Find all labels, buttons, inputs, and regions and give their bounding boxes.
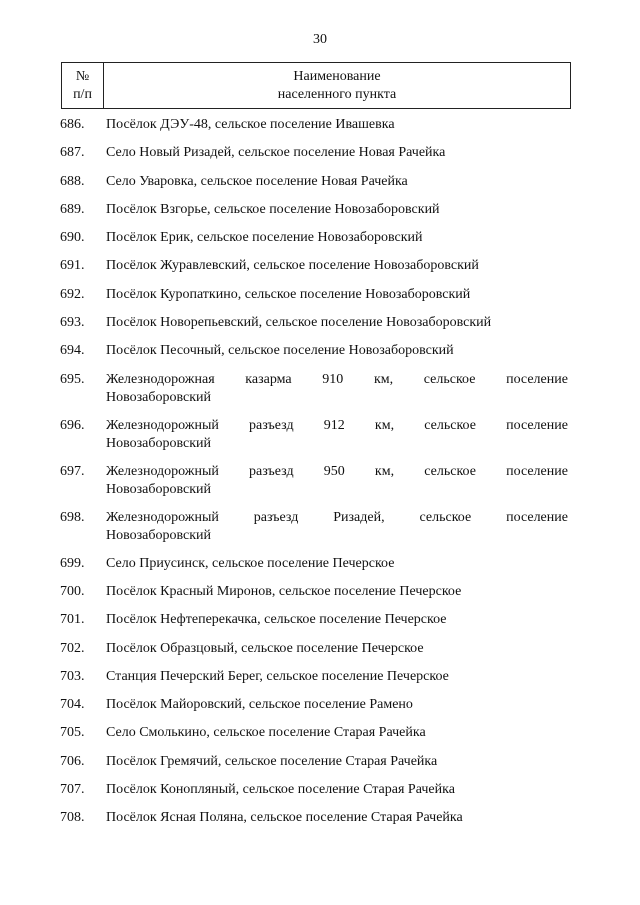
row-number: 705. — [60, 725, 85, 741]
settlement-name: Село Смолькино, сельское поселение Старая Рачейка — [106, 725, 426, 741]
row-number: 694. — [60, 343, 85, 359]
row-number: 702. — [60, 640, 85, 656]
row-number: 691. — [60, 258, 85, 274]
page-number: 30 — [313, 32, 327, 47]
settlement-word: поселение — [506, 509, 568, 525]
settlement-word: км, — [373, 371, 394, 387]
settlement-word: поселение — [506, 463, 568, 479]
settlement-word: разъезд — [249, 463, 294, 479]
row-number: 699. — [60, 555, 85, 571]
settlement-word: км, — [374, 417, 395, 433]
header-name-line2: населенного пункта — [277, 86, 397, 102]
table-row — [0, 223, 640, 251]
settlement-word: поселение — [506, 417, 568, 433]
settlement-name: Посёлок ДЭУ-48, сельское поселение Ивашевка — [106, 117, 395, 132]
table-row — [0, 577, 640, 605]
settlement-word: 950 — [323, 463, 345, 479]
settlement-word: Железнодорожный — [106, 463, 219, 479]
row-number: 687. — [60, 145, 85, 161]
table-row — [0, 503, 640, 549]
settlement-name-line1 — [106, 371, 568, 389]
settlement-name-line1 — [106, 463, 568, 481]
row-number: 688. — [60, 173, 85, 189]
table-row — [0, 605, 640, 633]
settlement-word: сельское — [419, 509, 472, 525]
row-number: 703. — [60, 668, 85, 684]
row-number: 690. — [60, 230, 85, 246]
table-row — [0, 251, 640, 279]
table-row — [0, 457, 640, 503]
settlement-name: Посёлок Майоровский, сельское поселение Рамено — [106, 697, 413, 713]
header-name-line1: Наименование — [293, 68, 381, 84]
settlement-word: Железнодорожный — [106, 509, 219, 525]
settlement-name: Село Приусинск, сельское поселение Печерское — [106, 555, 395, 571]
row-number: 707. — [60, 782, 85, 798]
settlement-name — [106, 417, 568, 453]
table-row — [0, 308, 640, 336]
table-row — [0, 775, 640, 803]
header-name-column — [104, 63, 570, 108]
settlement-name: Посёлок Ерик, сельское поселение Новозаборовский — [106, 230, 423, 246]
row-number: 693. — [60, 315, 85, 331]
settlement-name: Посёлок Новорепьевский, сельское поселение Новозаборовский — [106, 315, 492, 331]
settlement-word: Железнодорожная — [106, 371, 215, 387]
table-row — [0, 718, 640, 746]
settlement-name — [106, 509, 568, 545]
table-row — [0, 549, 640, 577]
table-row — [0, 195, 640, 223]
row-number: 700. — [60, 583, 85, 599]
settlement-word: Железнодорожный — [106, 417, 219, 433]
table-row — [0, 138, 640, 166]
table-row — [0, 280, 640, 308]
settlement-word: сельское — [424, 417, 476, 433]
row-number: 686. — [60, 117, 85, 132]
settlement-name-line2: Новозаборовский — [106, 389, 212, 405]
settlement-name-line2: Новозаборовский — [106, 481, 212, 497]
row-number: 695. — [60, 371, 85, 387]
settlement-name: Посёлок Нефтеперекачка, сельское поселение Печерское — [106, 612, 447, 628]
settlement-name: Станция Печерский Берег, сельское поселение Печерское — [106, 668, 449, 684]
row-number: 689. — [60, 201, 85, 217]
settlement-word: сельское — [423, 371, 476, 387]
settlement-name: Посёлок Песочный, сельское поселение Новозаборовский — [106, 343, 454, 359]
settlement-name-line2: Новозаборовский — [106, 527, 212, 543]
settlement-word: казарма — [245, 371, 292, 387]
row-number: 708. — [60, 810, 85, 826]
settlement-name: Посёлок Ясная Поляна, сельское поселение Старая Рачейка — [106, 810, 463, 826]
header-number-column — [62, 63, 104, 108]
settlement-word: поселение — [506, 371, 568, 387]
settlement-name: Село Новый Ризадей, сельское поселение Новая Рачейка — [106, 145, 446, 161]
settlement-name: Посёлок Гремячий, сельское поселение Старая Рачейка — [106, 753, 438, 769]
settlement-name: Посёлок Журавлевский, сельское поселение Новозаборовский — [106, 258, 479, 274]
settlement-name — [106, 371, 568, 407]
table-row — [0, 336, 640, 364]
settlement-name: Село Уваровка, сельское поселение Новая Рачейка — [106, 173, 408, 189]
header-number-symbol: № — [75, 68, 90, 84]
settlement-word: разъезд — [253, 509, 299, 525]
settlement-name: Посёлок Взгорье, сельское поселение Новозаборовский — [106, 201, 440, 217]
settlement-word: разъезд — [249, 417, 294, 433]
row-number: 706. — [60, 753, 85, 769]
settlement-name — [106, 463, 568, 499]
table-row — [0, 365, 640, 411]
row-number: 701. — [60, 612, 85, 628]
table-row — [0, 167, 640, 195]
row-number: 697. — [60, 463, 85, 479]
settlement-word: Ризадей, — [333, 509, 385, 525]
settlement-name-line1 — [106, 509, 568, 527]
settlement-word: 910 — [322, 371, 344, 387]
row-number: 696. — [60, 417, 85, 433]
settlement-name: Посёлок Конопляный, сельское поселение Старая Рачейка — [106, 782, 455, 798]
settlement-word: сельское — [424, 463, 476, 479]
table-row — [0, 690, 640, 718]
settlement-word: км, — [374, 463, 395, 479]
table-row — [0, 803, 640, 831]
table-row — [0, 110, 640, 138]
settlement-name: Посёлок Куропаткино, сельское поселение Новозаборовский — [106, 286, 471, 302]
table-header — [61, 62, 571, 109]
row-number: 704. — [60, 697, 85, 713]
table-row — [0, 747, 640, 775]
header-number-abbrev: п/п — [73, 86, 92, 102]
row-number: 698. — [60, 509, 85, 525]
table-row — [0, 662, 640, 690]
table-row — [0, 634, 640, 662]
settlement-name-line2: Новозаборовский — [106, 435, 212, 451]
settlement-name: Посёлок Образцовый, сельское поселение Печерское — [106, 640, 424, 656]
settlement-list — [0, 110, 640, 832]
table-row — [0, 411, 640, 457]
settlement-word: 912 — [323, 417, 345, 433]
settlement-name-line1 — [106, 417, 568, 435]
settlement-name: Посёлок Красный Миронов, сельское поселение Печерское — [106, 583, 462, 599]
row-number: 692. — [60, 286, 85, 302]
